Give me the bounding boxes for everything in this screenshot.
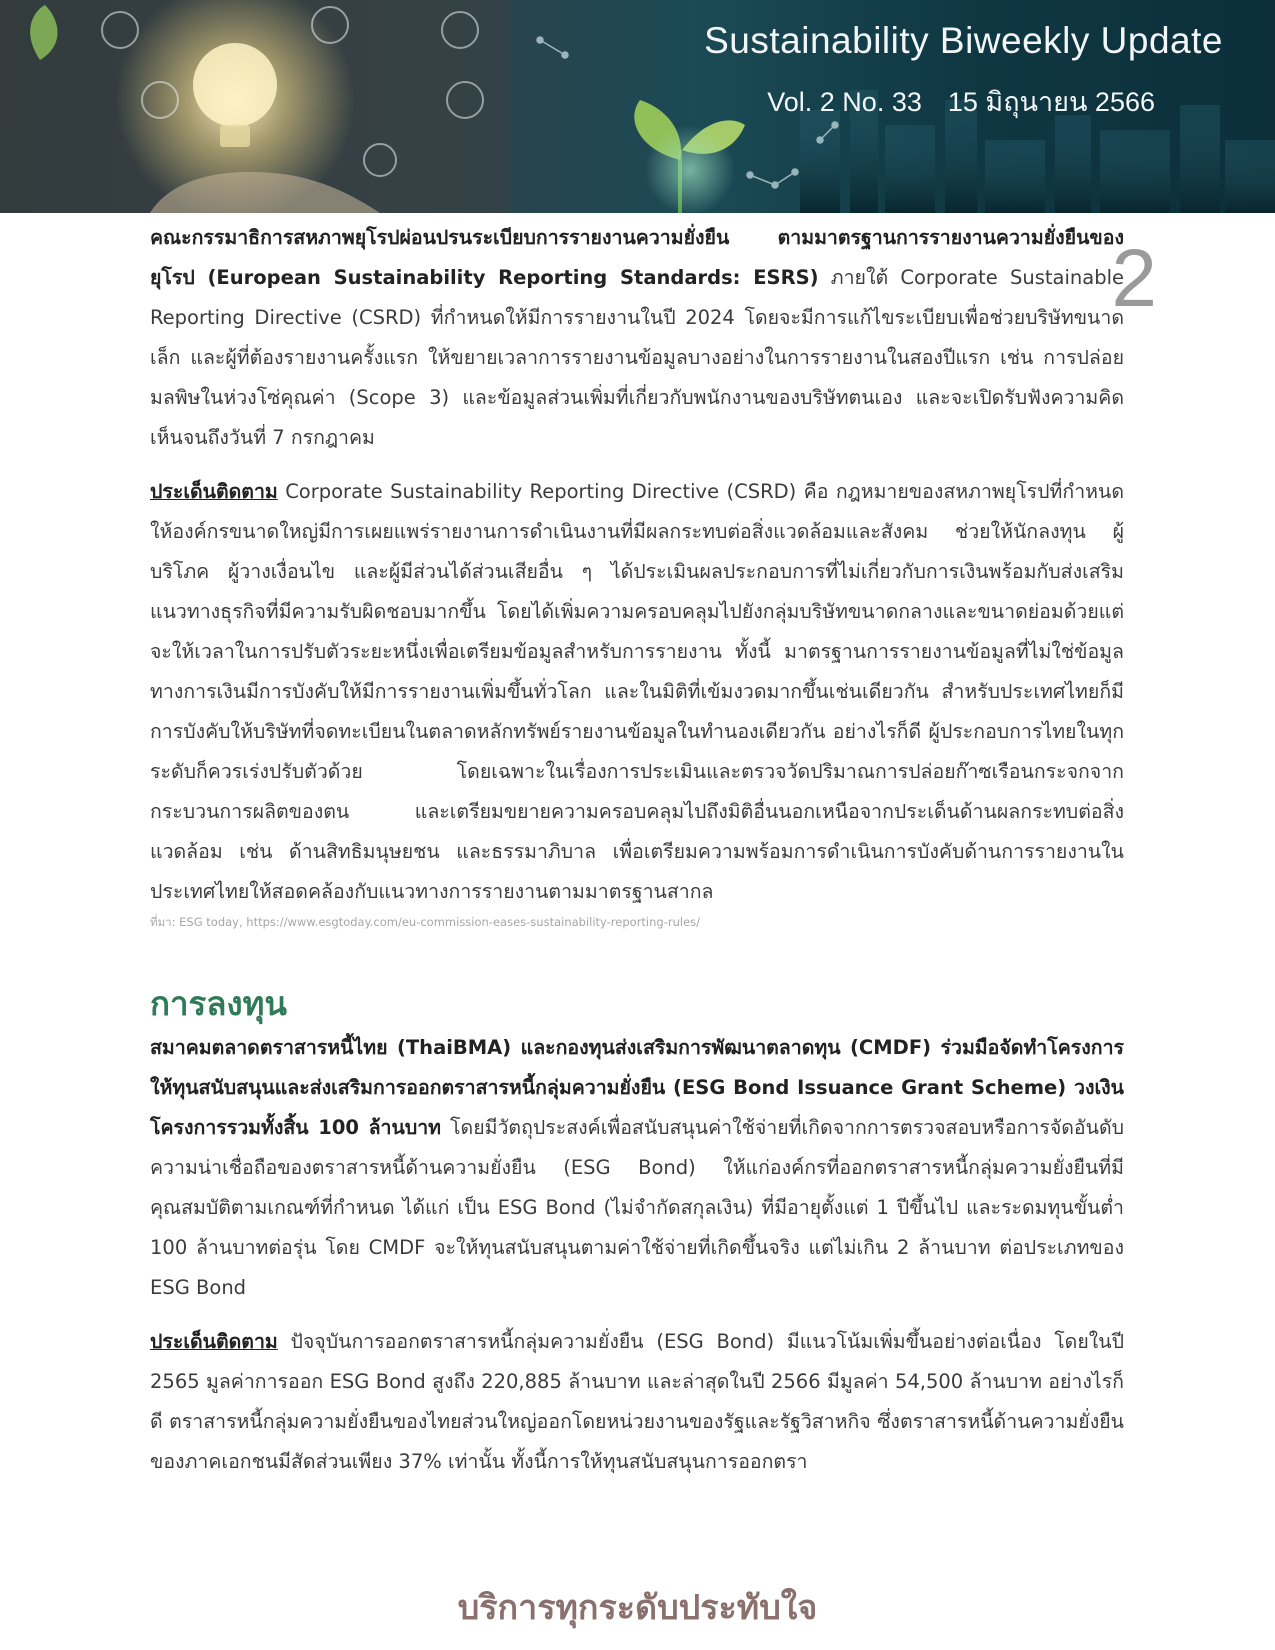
article-followup [150,1322,1124,1482]
followup-text: ปัจจุบันการออกตราสารหนี้กลุ่มความยั่งยืน (ESG Bond) มีแนวโน้มเพิ่มขึ้นอย่างต่อเนื่อง โดยในปี 2565 มูลค่าการออก ESG Bond สูงถึง 220,885 ล้านบาท และล่าสุดในปี 2566 มีมูลค่า 54,500 ล้านบาท อย่างไรก็ดี ตราสารหนี้กลุ่มความยั่งยืนของไทยส่วนใหญ่ออกโดยหน่วยงานของรัฐและรัฐวิสาหกิจ ซึ่งตราสารหนี้ด้านความยั่งยืนของภาคเอกชนมีสัดส่วนเพียง 37% เท่านั้น ทั้งนี้การให้ทุนสนับสนุนการออกตรา [150,1330,1124,1473]
followup-text: Corporate Sustainability Reporting Directive (CSRD) คือ กฎหมายของสหภาพยุโรปที่กำหนดให้องค์กรขนาดใหญ่มีการเผยแพร่รายงานการดำเนินงานที่มีผลกระทบต่อสิ่งแวดล้อมและสังคม ช่วยให้นักลงทุน ผู้บริโภค ผู้วางเงื่อนไข และผู้มีส่วนได้ส่วนเสียอื่น ๆ ได้ประเมินผลประกอบการที่ไม่เกี่ยวกับการเงินพร้อมกับส่งเสริมแนวทางธุรกิจที่มีความรับผิดชอบมากขึ้น โดยได้เพิ่มความครอบคลุมไปยังกลุ่มบริษัทขนาดกลางและขนาดย่อมด้วยแต่จะให้เวลาในการปรับตัวระยะหนึ่งเพื่อเตรียมข้อมูลสำหรับการรายงาน ทั้งนี้ มาตรฐานการรายงานข้อมูลที่ไม่ใช่ข้อมูลทางการเงินมีการบังคับให้มีการรายงานเพิ่มขึ้นทั่วโลก และในมิติที่เข้มงวดมากขึ้นเช่นเดียวกัน สำหรับประเทศไทยก็มีการบังคับให้บริษัทที่จดทะเบียนในตลาดหลักทรัพย์รายงานข้อมูลในทำนองเดียวกัน อย่างไรก็ดี ผู้ประกอบการไทยในทุกระดับก็ควรเร่งปรับตัวด้วย โดยเฉพาะในเรื่องการประเมินและตรวจวัดปริมาณการปล่อยก๊าซเรือนกระจกจากกระบวนการผลิตของตน และเตรียมขยายความครอบคลุมไปถึงมิติอื่นนอกเหนือจากประเด็นด้านผลกระทบต่อสิ่งแวดล้อม เช่น ด้านสิทธิมนุษยชน และธรรมาภิบาล เพื่อเตรียมความพร้อมการดำเนินการบังคับด้านการรายงานในประเทศไทยให้สอดคล้องกับแนวทางการรายงานตามมาตรฐานสากล [150,480,1124,903]
sprout-icon [634,100,745,213]
article-body: ภายใต้ Corporate Sustainable Reporting Directive (CSRD) ที่กำหนดให้มีการรายงานในปี 2024 โดยจะมีการแก้ไขระเบียบเพื่อช่วยบริษัทขนาดเล็ก และผู้ที่ต้องรายงานครั้งแรก ให้ขยายเวลาการรายงานข้อมูลบางอย่างในการรายงานในสองปีแรก เช่น การปล่อยมลพิษในห่วงโซ่คุณค่า (Scope 3) และข้อมูลส่วนเพิ่มที่เกี่ยวกับพนักงานของบริษัทตนเอง และจะเปิดรับฟังความคิดเห็นจนถึงวันที่ 7 กรกฎาคม [150,266,1124,449]
followup-label: ประเด็นติดตาม [150,1330,278,1353]
article-headline: สมาคมตลาดตราสารหนี้ไทย (ThaiBMA) และกองทุนส่งเสริมการพัฒนาตลาดทุน (CMDF) ร่วมมือจัดทำโครงการให้ทุนสนับสนุนและส่งเสริมการออกตราสารหนี้กลุ่มความยั่งยืน (ESG Bond Issuance Grant Scheme) วงเงินโครงการรวมทั้งสิ้น 100 ล้านบาท [150,1036,1124,1139]
article-eu-esrs [150,218,1124,458]
main-content [150,218,1124,1482]
article-followup [150,472,1124,912]
source-citation: ที่มา: ESG today, https://www.esgtoday.com/eu-commission-eases-sustainability-reporting-rules/ [150,915,701,929]
followup-label: ประเด็นติดตาม [150,480,278,503]
article-headline: คณะกรรมาธิการสหภาพยุโรปผ่อนปรนระเบียบการรายงานความยั่งยืน ตามมาตรฐานการรายงานความยั่งยืนของยุโรป (European Sustainability Reporting Standards: ESRS) [150,226,1124,289]
issue-date: 15 มิถุนายน 2566 [947,87,1155,117]
section-heading-investment: การลงทุน [150,984,287,1023]
issue-info [741,80,1155,123]
article-body: โดยมีวัตถุประสงค์เพื่อสนับสนุนค่าใช้จ่ายที่เกิดจากการตรวจสอบหรือการจัดอันดับความน่าเชื่อถือของตราสารหนี้ด้านความยั่งยืน (ESG Bond) ให้แก่องค์กรที่ออกตราสารหนี้กลุ่มความยั่งยืนที่มีคุณสมบัติตามเกณฑ์ที่กำหนด ได้แก่ เป็น ESG Bond (ไม่จำกัดสกุลเงิน) ที่มีอายุตั้งแต่ 1 ปีขึ้นไป และระดมทุนขั้นต่ำ 100 ล้านบาทต่อรุ่น โดย CMDF จะให้ทุนสนับสนุนตามค่าใช้จ่ายที่เกิดขึ้นจริง แต่ไม่เกิน 2 ล้านบาท ต่อประเภทของ ESG Bond [150,1116,1124,1299]
article-esg-bond [150,1028,1124,1308]
issue-volume: Vol. 2 No. 33 [767,87,922,117]
newsletter-title: Sustainability Biweekly Update [704,20,1223,61]
header-banner [0,0,1275,213]
page-number: 2 [1111,233,1157,324]
footer-slogan: บริการทุกระดับประทับใจ [457,1588,818,1628]
